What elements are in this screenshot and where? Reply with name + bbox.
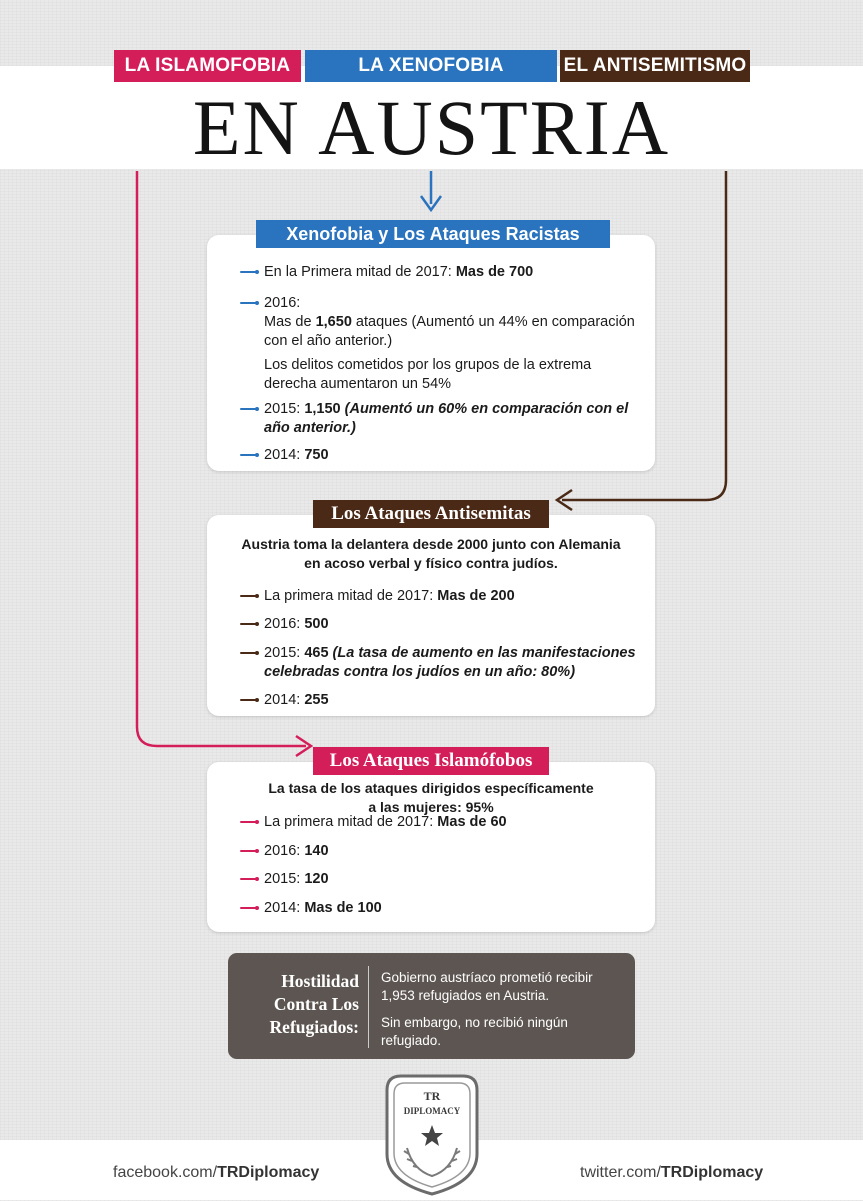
xenofobia-heading: Xenofobia y Los Ataques Racistas: [256, 220, 610, 248]
list-item: En la Primera mitad de 2017: Mas de 700: [240, 263, 640, 282]
refugiados-text-2: Sin embargo, no recibió ningún refugiado.: [381, 1015, 568, 1048]
list-item: 2016: 500: [240, 615, 640, 634]
shield-icon: [377, 1070, 487, 1196]
tag-islamofobia: LA ISLAMOFOBIA: [114, 50, 301, 82]
logo-bottom-text: DIPLOMACY: [403, 1106, 461, 1116]
tag-antisemitismo: EL ANTISEMITISMO: [560, 50, 750, 82]
bullet-icon: [240, 302, 257, 304]
list-item: 2016: Mas de 1,650 ataques (Aumentó un 44% en comparación con el año anterior.) Los delitos cometidos por los grupos de la extrema derecha aumentaron un 54%: [240, 294, 640, 394]
bullet-icon: [240, 878, 257, 880]
bullet-icon: [240, 454, 257, 456]
bullet-icon: [240, 821, 257, 823]
islamofobos-arrowhead: [296, 736, 311, 756]
refugiados-divider: [368, 966, 369, 1048]
twitter-link[interactable]: twitter.com/TRDiplomacy: [580, 1164, 764, 1181]
logo-top-text: TR: [423, 1089, 441, 1103]
bullet-icon: [240, 271, 257, 273]
antisemitas-arrowhead: [557, 490, 572, 510]
bullet-icon: [240, 850, 257, 852]
list-item: 2014: 750: [240, 446, 640, 465]
list-item: La primera mitad de 2017: Mas de 60: [240, 813, 640, 832]
refugiados-text-1: Gobierno austríaco prometió recibir 1,953 refugiados en Austria.: [381, 970, 593, 1003]
list-item: 2014: 255: [240, 691, 640, 710]
antisemitas-heading: Los Ataques Antisemitas: [313, 500, 549, 528]
bullet-icon: [240, 595, 257, 597]
tr-diplomacy-logo: [377, 1070, 487, 1196]
facebook-link[interactable]: facebook.com/TRDiplomacy: [113, 1164, 320, 1181]
antisemitas-intro: Austria toma la delantera desde 2000 junto con Alemania en acoso verbal y físico contra judíos.: [241, 536, 621, 571]
bullet-icon: [240, 907, 257, 909]
list-item: La primera mitad de 2017: Mas de 200: [240, 587, 640, 606]
bullet-icon: [240, 699, 257, 701]
islamofobos-intro: La tasa de los ataques dirigidos específicamente a las mujeres: 95%: [268, 780, 594, 815]
list-item: 2014: Mas de 100: [240, 899, 640, 918]
list-item: 2015: 120: [240, 870, 640, 889]
page-title: EN AUSTRIA: [192, 84, 671, 171]
bullet-icon: [240, 408, 257, 410]
xenofobia-arrowhead: [421, 196, 441, 210]
list-item: 2015: 465 (La tasa de aumento en las manifestaciones celebradas contra los judíos en un año: 80%): [240, 644, 640, 682]
bullet-icon: [240, 652, 257, 654]
islamofobos-heading: Los Ataques Islamófobos: [313, 747, 549, 775]
list-item: 2016: 140: [240, 842, 640, 861]
list-item: 2015: 1,150 (Aumentó un 60% en comparación con el año anterior.): [240, 400, 640, 438]
bullet-icon: [240, 623, 257, 625]
tag-xenofobia: LA XENOFOBIA: [305, 50, 557, 82]
refugiados-title: Hostilidad Contra Los Refugiados:: [269, 971, 359, 1037]
